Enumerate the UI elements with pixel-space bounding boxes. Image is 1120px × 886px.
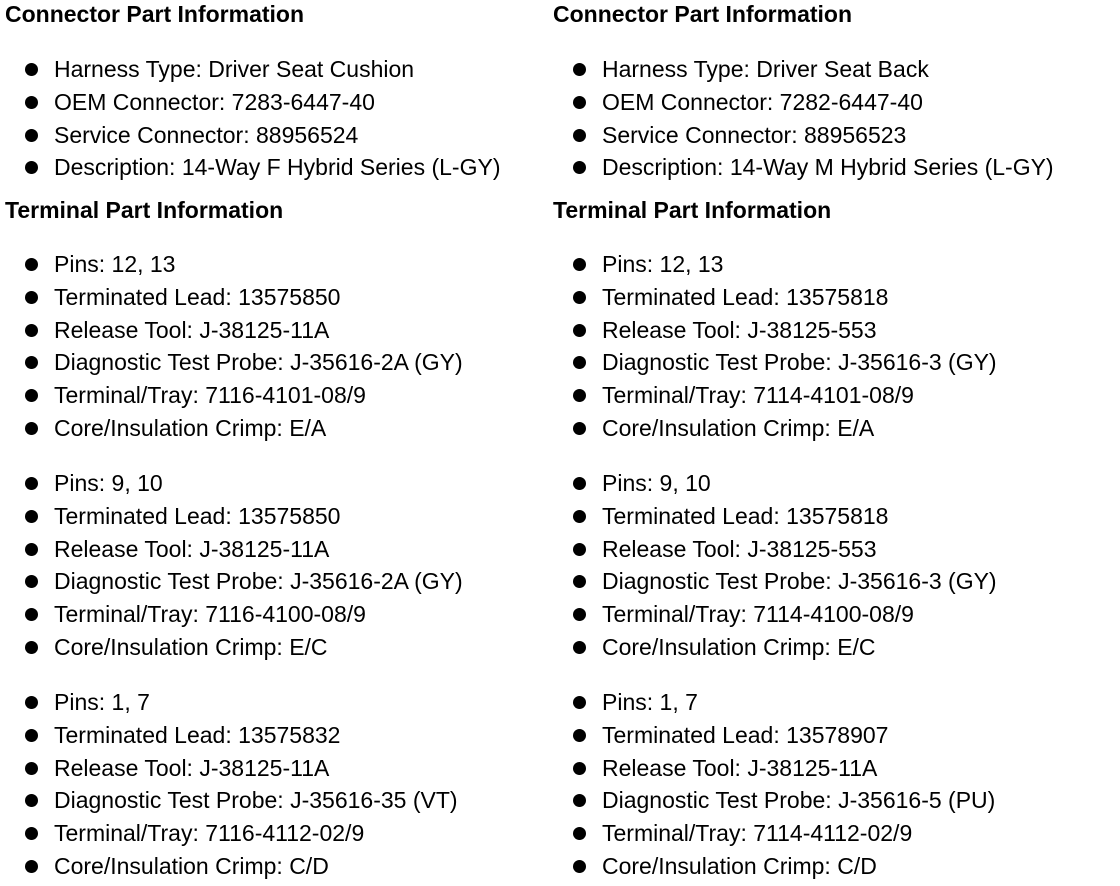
- bullet-icon: [25, 827, 38, 840]
- list-item: Description: 14-Way M Hybrid Series (L-GY): [553, 151, 1054, 184]
- list-item: Terminated Lead: 13575832: [5, 719, 458, 752]
- list-item: Terminated Lead: 13575818: [553, 500, 997, 533]
- list-item: Release Tool: J-38125-11A: [5, 314, 463, 347]
- bullet-icon: [573, 575, 586, 588]
- bullet-icon: [25, 324, 38, 337]
- list-item: Terminal/Tray: 7116-4100-08/9: [5, 598, 463, 631]
- bullet-icon: [25, 161, 38, 174]
- bullet-icon: [573, 827, 586, 840]
- connector-part-heading: Connector Part Information: [553, 1, 853, 27]
- terminal-group-list: [553, 467, 997, 664]
- bullet-icon: [573, 129, 586, 142]
- bullet-icon: [573, 794, 586, 807]
- bullet-icon: [573, 356, 586, 369]
- bullet-icon: [573, 860, 586, 873]
- list-item: Terminal/Tray: 7116-4101-08/9: [5, 379, 463, 412]
- list-item: Terminated Lead: 13575818: [553, 281, 997, 314]
- bullet-icon: [573, 291, 586, 304]
- list-item: Core/Insulation Crimp: C/D: [5, 850, 458, 883]
- list-item: Pins: 1, 7: [553, 686, 995, 719]
- list-item: Pins: 12, 13: [5, 248, 463, 281]
- bullet-icon: [25, 641, 38, 654]
- bullet-icon: [25, 543, 38, 556]
- list-item: Description: 14-Way F Hybrid Series (L-GY): [5, 151, 500, 184]
- list-item: Terminal/Tray: 7116-4112-02/9: [5, 817, 458, 850]
- list-item: Terminated Lead: 13575850: [5, 500, 463, 533]
- bullet-icon: [25, 762, 38, 775]
- list-item: Harness Type: Driver Seat Cushion: [5, 53, 500, 86]
- terminal-group-list: [553, 686, 995, 883]
- bullet-icon: [25, 356, 38, 369]
- list-item: Core/Insulation Crimp: C/D: [553, 850, 995, 883]
- list-item: Terminated Lead: 13578907: [553, 719, 995, 752]
- list-item: Release Tool: J-38125-11A: [5, 752, 458, 785]
- bullet-icon: [25, 608, 38, 621]
- bullet-icon: [573, 63, 586, 76]
- list-item: Diagnostic Test Probe: J-35616-2A (GY): [5, 346, 463, 379]
- list-item: Terminated Lead: 13575850: [5, 281, 463, 314]
- bullet-icon: [573, 258, 586, 271]
- bullet-icon: [25, 129, 38, 142]
- list-item: Diagnostic Test Probe: J-35616-3 (GY): [553, 565, 997, 598]
- terminal-group-list: [5, 248, 463, 445]
- list-item: Pins: 9, 10: [5, 467, 463, 500]
- list-item: Diagnostic Test Probe: J-35616-35 (VT): [5, 784, 458, 817]
- list-item: Release Tool: J-38125-553: [553, 533, 997, 566]
- list-item: Service Connector: 88956523: [553, 119, 1054, 152]
- connector-info-list: [5, 53, 500, 184]
- list-item: OEM Connector: 7282-6447-40: [553, 86, 1054, 119]
- bullet-icon: [573, 641, 586, 654]
- list-item: Diagnostic Test Probe: J-35616-5 (PU): [553, 784, 995, 817]
- list-item: Service Connector: 88956524: [5, 119, 500, 152]
- bullet-icon: [25, 477, 38, 490]
- bullet-icon: [573, 729, 586, 742]
- bullet-icon: [25, 860, 38, 873]
- bullet-icon: [573, 389, 586, 402]
- list-item: Core/Insulation Crimp: E/C: [553, 631, 997, 664]
- bullet-icon: [573, 543, 586, 556]
- bullet-icon: [25, 575, 38, 588]
- terminal-group-list: [553, 248, 997, 445]
- bullet-icon: [573, 422, 586, 435]
- bullet-icon: [573, 608, 586, 621]
- connector-part-heading: Connector Part Information: [5, 1, 305, 27]
- list-item: Pins: 1, 7: [5, 686, 458, 719]
- list-item: Core/Insulation Crimp: E/A: [553, 412, 997, 445]
- list-item: Core/Insulation Crimp: E/A: [5, 412, 463, 445]
- list-item: Diagnostic Test Probe: J-35616-3 (GY): [553, 346, 997, 379]
- bullet-icon: [25, 96, 38, 109]
- bullet-icon: [25, 729, 38, 742]
- terminal-part-heading: Terminal Part Information: [553, 197, 832, 223]
- bullet-icon: [573, 696, 586, 709]
- bullet-icon: [25, 258, 38, 271]
- bullet-icon: [573, 510, 586, 523]
- bullet-icon: [25, 291, 38, 304]
- list-item: Pins: 12, 13: [553, 248, 997, 281]
- list-item: Terminal/Tray: 7114-4100-08/9: [553, 598, 997, 631]
- list-item: Release Tool: J-38125-11A: [553, 752, 995, 785]
- bullet-icon: [573, 477, 586, 490]
- bullet-icon: [25, 794, 38, 807]
- list-item: Harness Type: Driver Seat Back: [553, 53, 1054, 86]
- bullet-icon: [25, 510, 38, 523]
- terminal-group-list: [5, 467, 463, 664]
- terminal-group-list: [5, 686, 458, 883]
- bullet-icon: [25, 422, 38, 435]
- bullet-icon: [25, 63, 38, 76]
- list-item: Release Tool: J-38125-553: [553, 314, 997, 347]
- list-item: Terminal/Tray: 7114-4101-08/9: [553, 379, 997, 412]
- bullet-icon: [573, 96, 586, 109]
- bullet-icon: [573, 324, 586, 337]
- bullet-icon: [25, 389, 38, 402]
- list-item: Terminal/Tray: 7114-4112-02/9: [553, 817, 995, 850]
- list-item: Diagnostic Test Probe: J-35616-2A (GY): [5, 565, 463, 598]
- bullet-icon: [25, 696, 38, 709]
- list-item: Pins: 9, 10: [553, 467, 997, 500]
- bullet-icon: [573, 762, 586, 775]
- bullet-icon: [573, 161, 586, 174]
- list-item: OEM Connector: 7283-6447-40: [5, 86, 500, 119]
- connector-info-list: [553, 53, 1054, 184]
- list-item: Core/Insulation Crimp: E/C: [5, 631, 463, 664]
- list-item: Release Tool: J-38125-11A: [5, 533, 463, 566]
- terminal-part-heading: Terminal Part Information: [5, 197, 284, 223]
